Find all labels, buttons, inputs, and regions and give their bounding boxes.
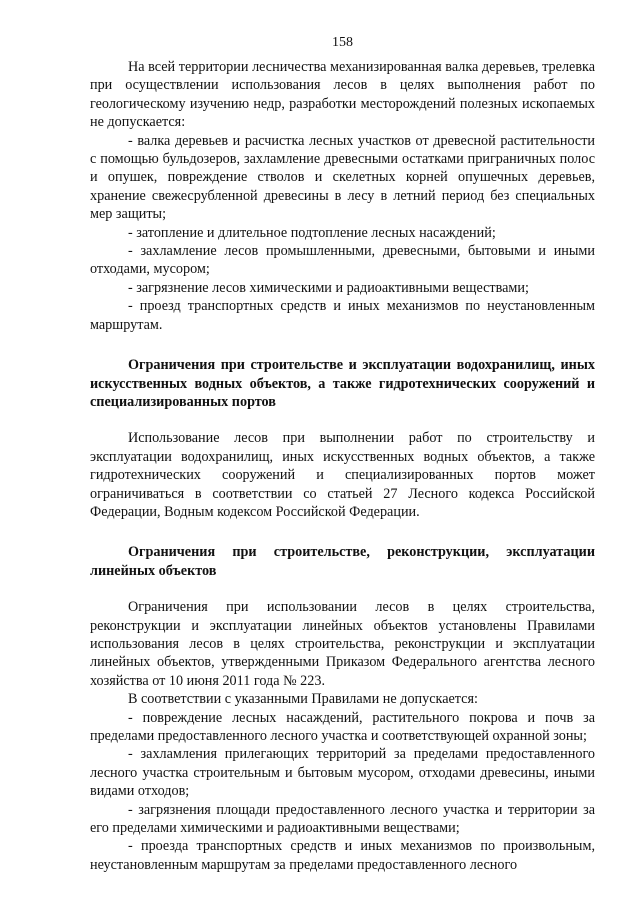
spacer [90, 411, 595, 429]
section2-body: Использование лесов при выполнении работ по строительству и эксплуатации водохранилищ, иных искусственных водных объектов, а также гидротехнических сооружений и специализированных портов может ограничиваться в соответствии со статьей 27 Лесного кодекса Российской Федерации, Водным кодексом Российской Федерации. [90, 430, 595, 520]
list-item: - затопление и длительное подтопление лесных насаждений; [128, 224, 496, 241]
list-item: - захламления прилегающих территорий за пределами предоставленного лесного участка строительным и бытовым мусором, отходами древесины, иными видами отходов; [90, 746, 595, 800]
list-item: - загрязнение лесов химическими и радиоактивными веществами; [128, 279, 529, 296]
section2-heading: Ограничения при строительстве и эксплуатации водохранилищ, иных искусственных водных объектов, а также гидротехнических сооружений и специализированных портов [90, 357, 595, 410]
spacer [90, 521, 595, 543]
list-item: - валка деревьев и расчистка лесных участков от древесной растительности с помощью бульдозеров, захламление древесными остатками приграничных полос и опушек, повреждение стволов и скелетных корней опушечных деревьев, хранение свежесрубленной древесины в лесу в летний период без специальных мер защиты; [90, 132, 595, 223]
list-item: - проезд транспортных средств и иных механизмов по неустановленным маршрутам. [90, 298, 595, 333]
list-item: - повреждение лесных насаждений, растительного покрова и почв за пределами предоставленного лесного участка и соответствующей охранной зоны; [90, 709, 595, 744]
list-item: - загрязнения площади предоставленного лесного участка и территории за его пределами химическими и радиоактивными веществами; [90, 801, 595, 837]
spacer [90, 580, 595, 598]
section3-body: Ограничения при использовании лесов в целях строительства, реконструкции и эксплуатации линейных объектов установлены Правилами использования лесов в целях строительства, реконструкции и эксплуатации линейных объектов, утвержденными Приказом Федерального агентства лесного хозяйства от 10 июня 2011 года № 223. [90, 599, 595, 689]
spacer [90, 334, 595, 356]
section3-heading: Ограничения при строительстве, реконструкции, эксплуатации линейных объектов [90, 544, 595, 579]
section1-intro: На всей территории лесничества механизированная валка деревьев, трелевка при осуществлении использования лесов в целях выполнения работ по геологическому изучению недр, разработки месторождений полезных ископаемых не допускается: [90, 59, 595, 131]
section3-lead: В соответствии с указанными Правилами не допускается: [128, 691, 478, 708]
document-page [90, 34, 595, 874]
list-item: - захламление лесов промышленными, древесными, бытовыми и иными отходами, мусором; [90, 243, 595, 278]
page-number: 158 [332, 35, 353, 50]
list-item: - проезда транспортных средств и иных механизмов по произвольным, неустановленным маршрутам за пределами предоставленного лесного [90, 838, 595, 873]
